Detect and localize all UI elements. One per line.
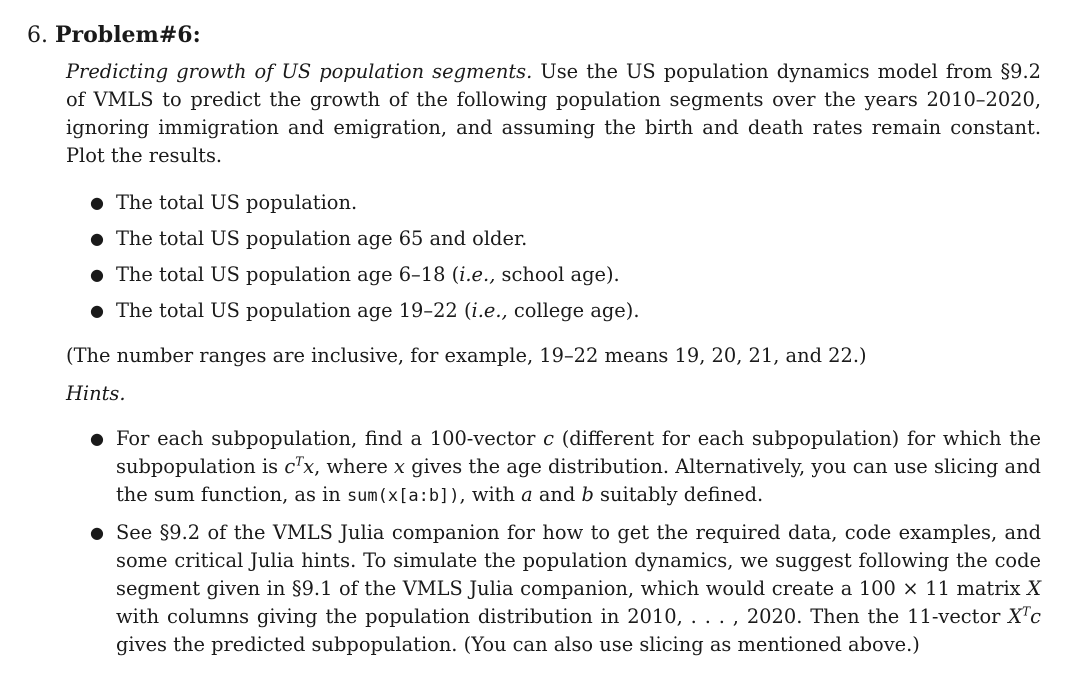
intro-paragraph [66, 58, 1041, 170]
problem-number: 6. [27, 23, 48, 48]
list-item: ● The total US population age 65 and older. [86, 221, 640, 257]
problem-heading [27, 20, 201, 51]
range-note: (The number ranges are inclusive, for example, 19–22 means 19, 20, 21, and 22.) [66, 344, 867, 367]
hint-item: ● See §9.2 of the VMLS Julia companion for how to get the required data, code examples, and some critical Julia hints. To simulate the population dynamics, we suggest following the code segment given in §9.1 of the VMLS Julia companion, which would create a 100 × 11 matrix X with columns giving the population distribution in 2010, . . . , 2020. Then the 11-vector $X^Tc$ gives the predicted subpopulation. (You can also use slicing as mentioned above.) [90, 521, 1041, 656]
list-item: ● The total US population age 19–22 (i.e., college age). [86, 293, 640, 329]
hints-label: Hints. [66, 382, 126, 405]
segment-list [86, 185, 640, 329]
bullet-icon: ● [90, 523, 104, 542]
bullet-icon: ● [90, 229, 104, 248]
intro-body: Use the US population dynamics model from §9.2 of VMLS to predict the growth of the following population segments over the years 2010–2020, ignoring immigration and emigration, and assuming the birth and death rates remain constant. Plot the results. [66, 60, 1041, 167]
bullet-icon: ● [90, 265, 104, 284]
list-item: ● The total US population age 6–18 (i.e., school age). [86, 257, 640, 293]
code-snippet: sum(x[a:b]) [346, 486, 460, 506]
intro-lead: Predicting growth of US population segments. [66, 60, 533, 83]
hint-item: ● For each subpopulation, find a 100-vector c (different for each subpopulation) for which the subpopulation is $c^Tx$, where x gives the age distribution. Alternatively, you can use slicing and the sum function, as in sum(x[a:b]), with a and b suitably defined. [90, 427, 1041, 506]
bullet-icon: ● [90, 429, 104, 448]
problem-title: Problem#6: [55, 22, 201, 48]
bullet-icon: ● [90, 193, 104, 212]
bullet-icon: ● [90, 301, 104, 320]
list-item: ● The total US population. [86, 185, 640, 221]
